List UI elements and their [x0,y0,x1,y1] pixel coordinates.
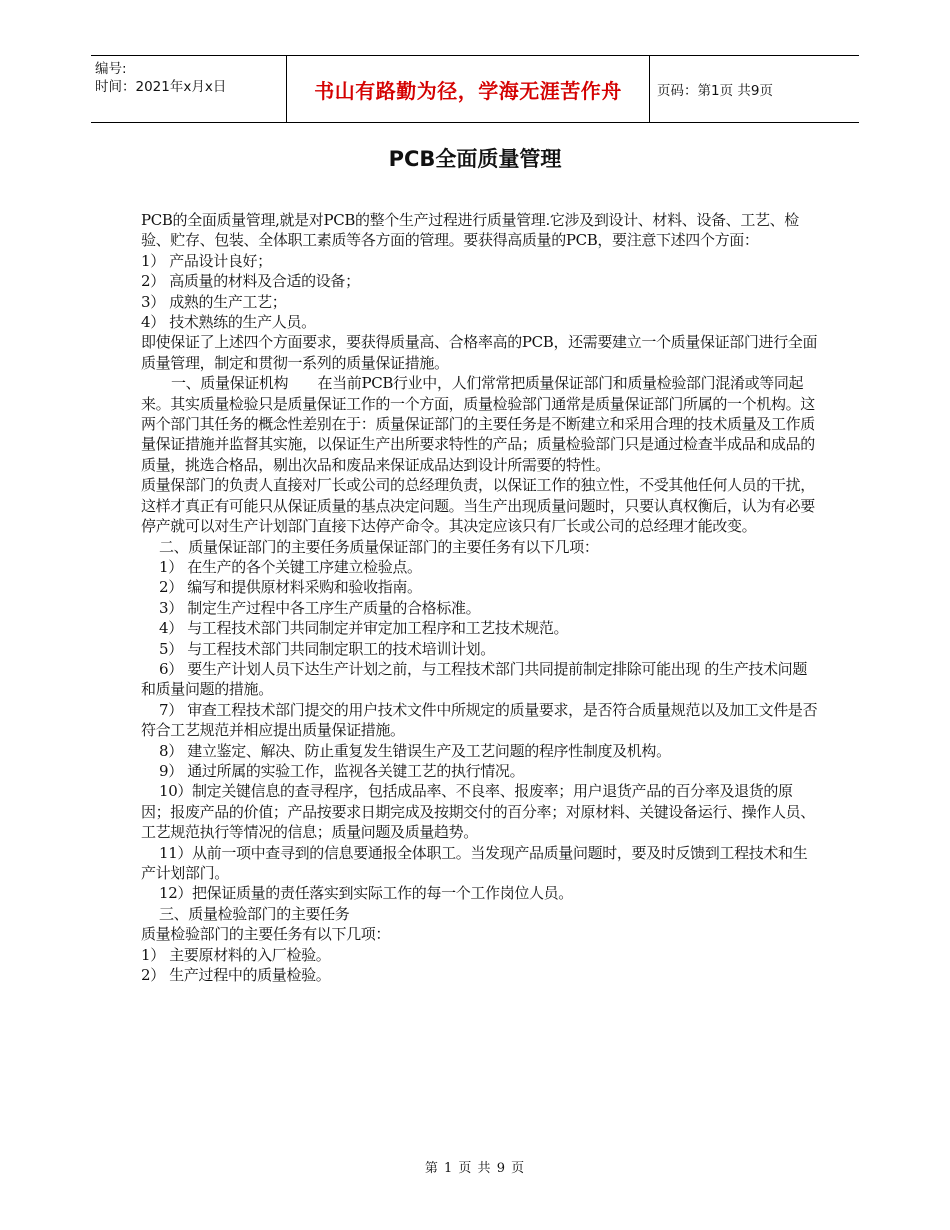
list-item: 2） 编写和提供原材料采购和验收指南。 [159,578,422,597]
list-item: 12）把保证质量的责任落实到实际工作的每一个工作岗位人员。 [159,884,573,903]
list-item: 2） 生产过程中的质量检验。 [141,966,331,985]
list-item: 3） 成熟的生产工艺； [141,292,287,311]
header-table [91,55,859,123]
list-item: 9） 通过所属的实验工作，监视各关键工艺的执行情况。 [159,761,525,780]
list-item: 3） 制定生产过程中各工序生产质量的合格标准。 [159,598,481,617]
list-item: 5） 与工程技术部门共同制定职工的技术培训计划。 [159,639,495,658]
paragraph: 质量检验部门的主要任务有以下几项： [141,925,391,944]
header-page-info: 页码：第1页 共9页 [657,83,773,99]
document-time-label: 时间：2021年x月x日 [95,79,227,95]
header-meta [95,60,283,96]
list-item: 8） 建立鉴定、解决、防止重复发生错误生产及工艺问题的程序性制度及机构。 [159,741,671,760]
paragraph: 质量保部门的负责人直接对厂长或公司的总经理负责，以保证工作的独立性，不受其他任何人员的干扰，这样才真正有可能只从保证质量的基点决定问题。当生产出现质量问题时，只要认真权衡后，认为有必要停产就可以对生产计划部门直接下达停产命令。其决定应该只有厂长或公司的总经理才能改变。 [141,476,815,536]
document-number-label: 编号: [95,61,127,77]
header-divider [649,56,650,122]
document-title: PCB全面质量管理 [388,147,562,171]
list-item: 4） 与工程技术部门共同制定并审定加工程序和工艺技术规范。 [159,619,569,638]
paragraph: PCB的全面质量管理,就是对PCB的整个生产过程进行质量管理.它涉及到设计、材料、设备、工艺、检验、贮存、包装、全体职工素质等各方面的管理。要获得高质量的PCB，要注意下述四个方面： [141,211,799,250]
list-item: 2） 高质量的材料及合适的设备； [141,272,360,291]
list-item: 7） 审查工程技术部门提交的用户技术文件中所规定的质量要求，是否符合质量规范以及加工文件是否符合工艺规范并相应提出质量保证措施。 [141,700,818,740]
section-paragraph: 一、质量保证机构 在当前PCB行业中，人们常常把质量保证部门和质量检验部门混淆或等同起来。其实质量检验只是质量保证工作的一个方面，质量检验部门通常是质量保证部门所属的一个机构。这两个部门其任务的概念性差别在于：质量保证部门的主要任务是不断建立和采用合理的技术质量及工作质量保证措施并监督其实施，以保证生产出所要求特性的产品；质量检验部门只是通过检查半成品和成品的质量，挑选合格品，剔出次品和废品来保证成品达到设计所需要的特性。 [141,374,815,474]
section-heading: 二、质量保证部门的主要任务质量保证部门的主要任务有以下几项： [159,537,599,556]
paragraph: 即使保证了上述四个方面要求，要获得质量高、合格率高的PCB，还需要建立一个质量保证部门进行全面质量管理，制定和贯彻一系列的质量保证措施。 [141,333,818,372]
document-body [141,210,821,985]
list-item: 1） 主要原材料的入厂检验。 [141,945,331,964]
header-motto: 书山有路勤为径，学海无涯苦作舟 [314,78,622,103]
list-item: 11）从前一项中查寻到的信息要通报全体职工。当发现产品质量问题时，要及时反馈到工程技术和生产计划部门。 [141,843,808,882]
section-heading: 三、质量检验部门的主要任务 [159,904,350,923]
page-footer: 第 1 页 共 9 页 [424,1161,526,1176]
list-item: 6） 要生产计划人员下达生产计划之前，与工程技术部门共同提前制定排除可能出现 的生产技术问题和质量问题的措施。 [141,659,807,699]
list-item: 4） 技术熟练的生产人员。 [141,313,316,332]
list-item: 1） 在生产的各个关键工序建立检验点。 [159,557,422,576]
list-item: 10）制定关键信息的查寻程序，包括成品率、不良率、报废率；用户退货产品的百分率及退货的原因；报废产品的价值；产品按要求日期完成及按期交付的百分率；对原材料、关键设备运行、操作人员、工艺规范执行等情况的信息；质量问题及质量趋势。 [141,782,815,842]
list-item: 1） 产品设计良好； [141,251,272,270]
